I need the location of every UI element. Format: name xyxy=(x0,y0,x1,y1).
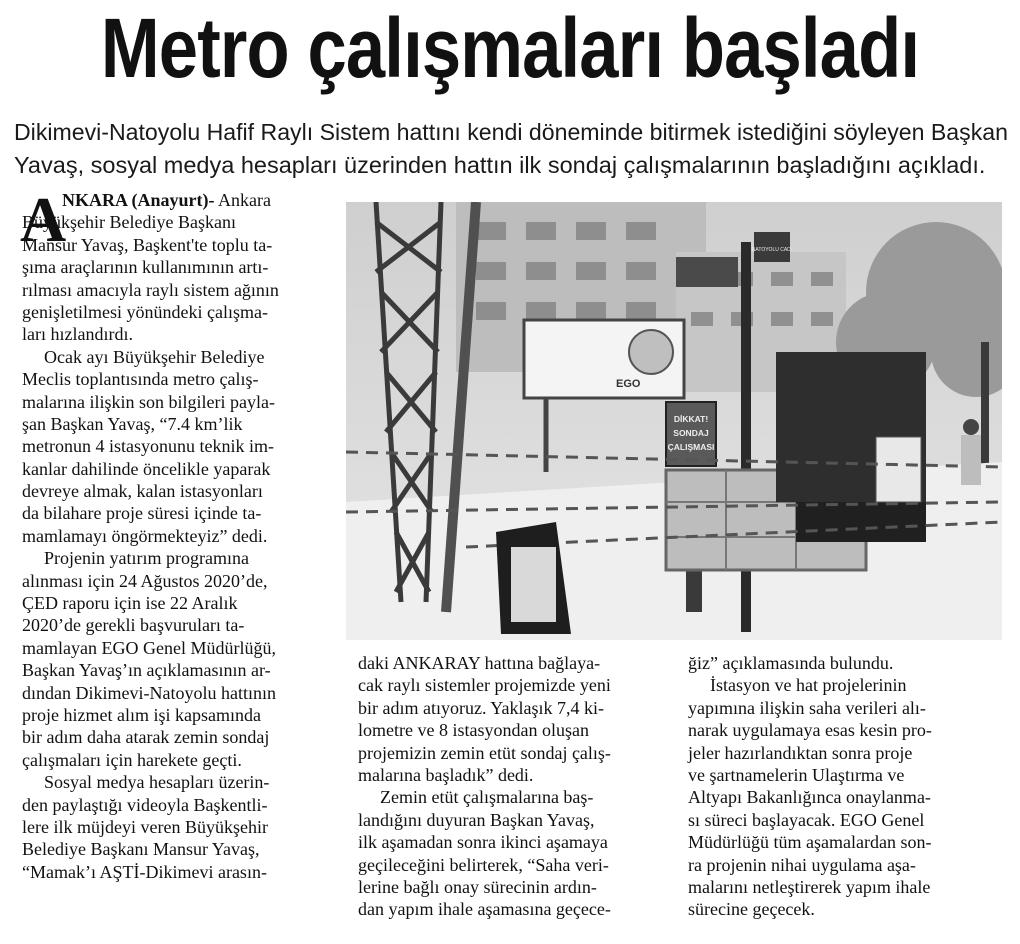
text-line: çalışmaları için harekete geçti. xyxy=(22,749,242,770)
warning-sign-line: ÇALIŞMASI xyxy=(667,442,715,452)
text-line: Mansur Yavaş, Başkent'te toplu ta- xyxy=(22,234,273,255)
text-line: daki ANKARAY hattına bağlaya- xyxy=(358,653,601,673)
deck xyxy=(14,116,1008,182)
text-line: mamlayan EGO Genel Müdürlüğü, xyxy=(22,637,276,658)
street-sign-text: NATOYOLU CAD. xyxy=(751,247,793,253)
text-line: Meclis toplantısında metro çalış- xyxy=(22,369,259,390)
text-line: Zemin etüt çalışmalarına baş- xyxy=(380,787,594,808)
text-line: kanlar dahilinde öncelikle yaparak xyxy=(22,458,271,479)
text-line: genişletilmesi yönündeki çalışma- xyxy=(22,301,268,322)
text-line: Belediye Başkanı Mansur Yavaş, xyxy=(22,839,260,860)
text-line: “Mamak’ı AŞTİ-Dikimevi arasın- xyxy=(22,861,267,882)
text-line: mamlamayı öngörmekteyiz” dedi. xyxy=(22,525,268,546)
text-line: ğiz” açıklamasında bulundu. xyxy=(688,653,894,673)
text-line: lere ilk müjdeyi veren Büyükşehir xyxy=(22,816,268,837)
photo-illustration xyxy=(346,202,1002,640)
street-pole xyxy=(741,242,751,632)
text-line: ve şartnamelerin Ulaştırma ve xyxy=(688,764,905,785)
deck-line: Dikimevi-Natoyolu Hafif Raylı Sistem hattını kendi döneminde bitirmek istediğini söyleyen Başkan xyxy=(14,119,1008,145)
text-line: rılması amacıyla raylı sistem ağının xyxy=(22,279,279,300)
text-line: narak uygulamaya esas kesin pro- xyxy=(688,720,932,741)
text-line: ÇED raporu için ise 22 Aralık xyxy=(22,593,238,614)
text-line: jeler hazırlandıktan sonra proje xyxy=(688,742,913,763)
text-line: devreye almak, kalan istasyonları xyxy=(22,481,263,502)
text-line: landığını duyuran Başkan Yavaş, xyxy=(358,809,595,830)
warning-sign-line: SONDAJ xyxy=(673,428,709,438)
dropcap: A xyxy=(20,184,67,255)
text-line: ra projenin nihai uygulama aşa- xyxy=(688,854,916,875)
text-line: metronun 4 istasyonunu teknik im- xyxy=(22,436,274,457)
text-line: yapımına ilişkin saha verileri alı- xyxy=(688,697,926,718)
article-photo xyxy=(346,202,1002,640)
text-line: Müdürlüğü tüm aşamalardan son- xyxy=(688,832,932,853)
text-line: Sosyal medya hesapları üzerin- xyxy=(44,772,270,793)
text-line: Altyapı Bakanlığınca onaylanma- xyxy=(688,787,931,808)
text-line: den paylaştığı videoyla Başkentli- xyxy=(22,794,268,815)
text-line: Projenin yatırım programına xyxy=(44,548,249,569)
text-line: lerine bağlı onay sürecinin ardın- xyxy=(358,876,597,897)
text-line: Başkan Yavaş’ın açıklamasının ar- xyxy=(22,660,271,681)
headline: Metro çalışmaları başladı xyxy=(100,1,920,95)
warning-sign-line: DİKKAT! xyxy=(673,414,709,424)
text-line: dından Dikimevi-Natoyolu hattının xyxy=(22,682,276,703)
first-line xyxy=(22,189,342,211)
text-line: geçileceğini belirterek, “Saha veri- xyxy=(358,854,609,875)
person xyxy=(963,419,979,435)
article-column-1 xyxy=(20,184,342,883)
text-line: dan yapım ihale aşamasına geçece- xyxy=(358,899,611,920)
text-line: malarına başladık” dedi. xyxy=(358,764,534,785)
text-line: 2020’de gerekli başvuruları ta- xyxy=(22,615,245,636)
article-column-2 xyxy=(358,652,676,921)
text-line: proje hizmet alım işi kapsamında xyxy=(22,704,261,725)
text-line: ları hızlandırdı. xyxy=(22,324,133,345)
text-line: ilk aşamadan sonra ikinci aşamaya xyxy=(358,832,608,853)
text-line: Büyükşehir Belediye Başkanı xyxy=(22,212,236,233)
text-line: sı süreci başlayacak. EGO Genel xyxy=(688,809,925,830)
text-line: da bilahare proje süresi içinde ta- xyxy=(22,503,262,524)
project-sign-text: EGO xyxy=(616,378,641,390)
first-line-text: Ankara xyxy=(214,190,271,210)
text-line: Ocak ayı Büyükşehir Belediye xyxy=(44,346,265,367)
text-line: şıma araçlarının kullanımının artı- xyxy=(22,257,269,278)
text-line: bir adım atıyoruz. Yaklaşık 7,4 ki- xyxy=(358,697,604,718)
dateline: NKARA (Anayurt)- xyxy=(62,190,215,210)
text-line: lometre ve 8 istasyondan oluşan xyxy=(358,720,589,741)
text-line: İstasyon ve hat projelerinin xyxy=(710,675,907,696)
text-line: malarına ilişkin son bilgileri payla- xyxy=(22,391,275,412)
text-line: şan Başkan Yavaş, “7.4 km’lik xyxy=(22,413,243,434)
text-line: cak raylı sistemler projemizde yeni xyxy=(358,675,611,696)
text-line: sürecine geçecek. xyxy=(688,899,815,920)
deck-line: Yavaş, sosyal medya hesapları üzerinden hattın ilk sondaj çalışmalarının başladığını açıkladı. xyxy=(14,152,986,178)
text-line: alınması için 24 Ağustos 2020’de, xyxy=(22,570,268,591)
text-line: projemizin zemin etüt sondaj çalış- xyxy=(358,742,611,763)
article-column-3 xyxy=(688,652,1008,921)
text-line: bir adım daha atarak zemin sondaj xyxy=(22,727,270,748)
text-line: malarını netleştirerek yapım ihale xyxy=(688,876,931,897)
